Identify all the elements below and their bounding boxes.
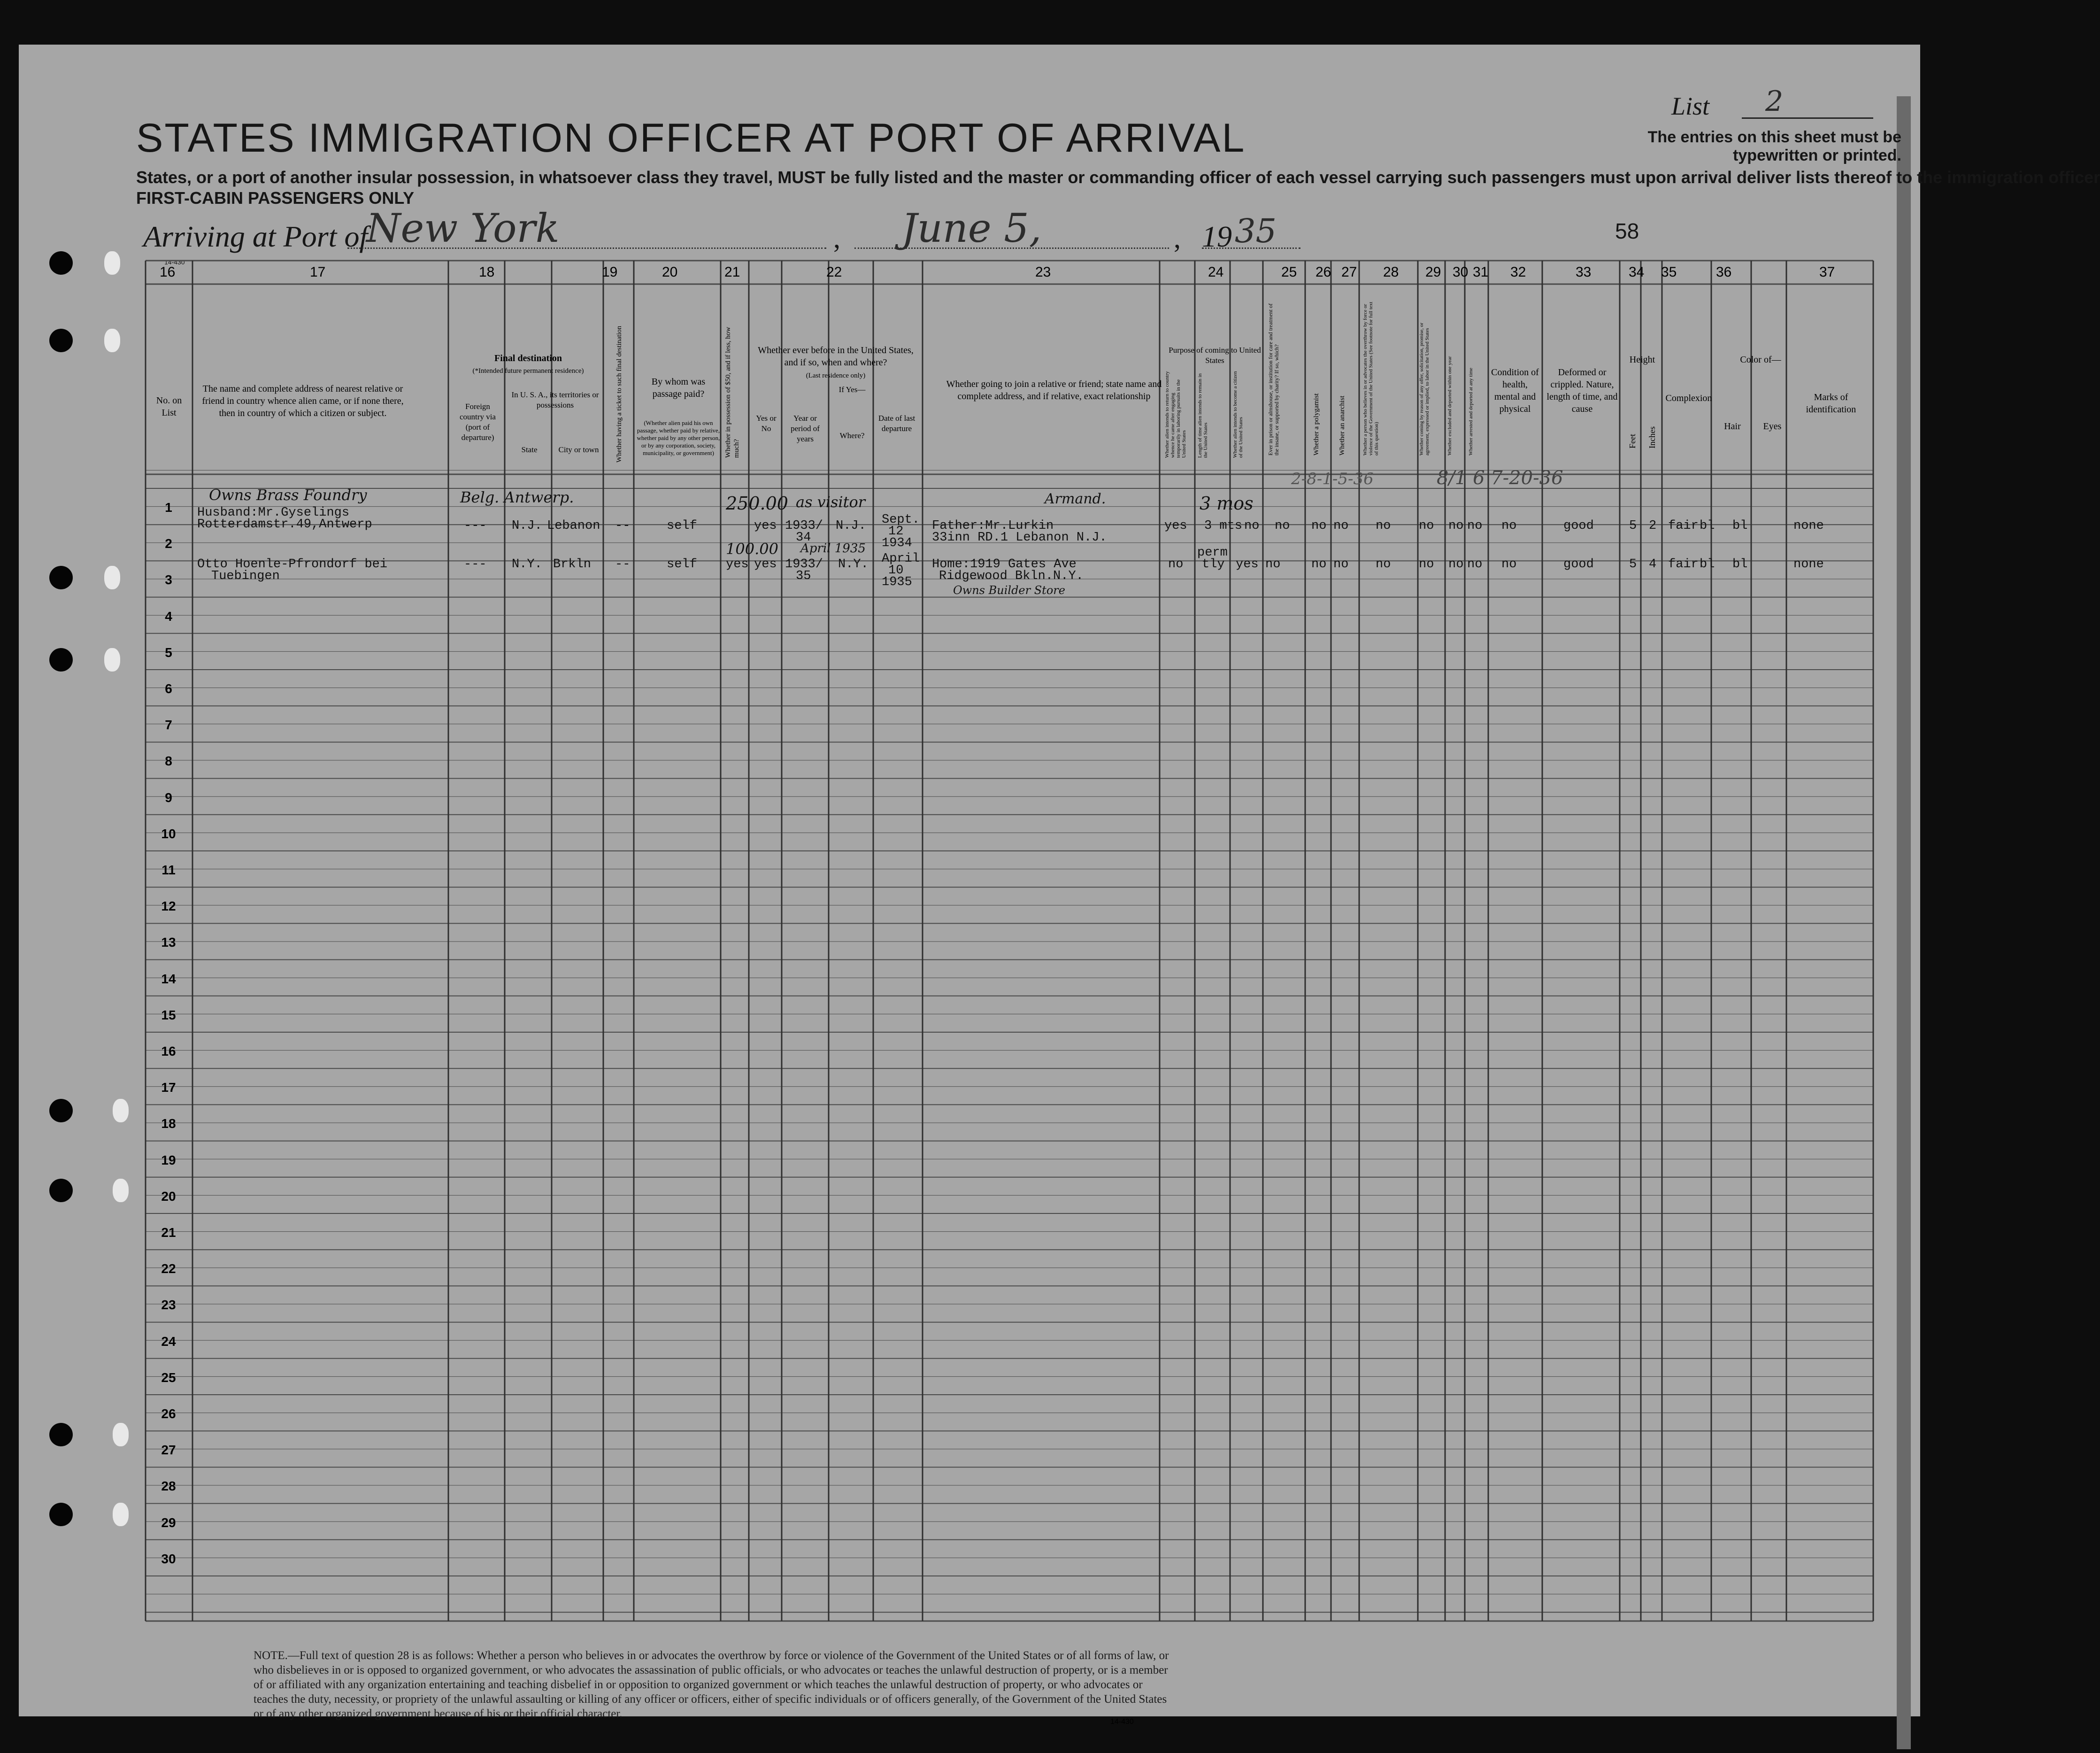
hdr-polygamist: Whether a polygamist [1313, 393, 1320, 456]
row-number: 28 [161, 1479, 176, 1494]
row1-citizen: no [1244, 519, 1260, 533]
row2-before-yesno: yes [754, 557, 777, 571]
manifest-sheet [19, 45, 2100, 1726]
colnum-37: 37 [1819, 264, 1835, 280]
hdr-length-of-stay: Length of time alien intends to remain in the United States [1197, 373, 1208, 458]
row-number: 18 [161, 1116, 176, 1131]
row-number: 19 [161, 1152, 176, 1167]
row1-marks: none [1793, 519, 1824, 533]
comma-separator-2: , [1174, 223, 1181, 254]
comma-separator: , [833, 223, 840, 254]
row1-departure-line3: 1934 [882, 536, 912, 550]
row1-prison: no [1275, 519, 1290, 533]
row1-annotation-handwritten: 2-8-1-5-36 [1291, 470, 1374, 488]
binder-hole [49, 1503, 73, 1526]
binder-hole [49, 1423, 73, 1446]
row-number: 2 [165, 536, 172, 551]
year-handwritten: 35 [1235, 212, 1277, 250]
row1-relative-line1: Husband:Mr.Gyselings [197, 506, 350, 520]
row-number: 16 [161, 1044, 176, 1058]
hdr-ever-before-note: (Last residence only) [806, 372, 866, 379]
hdr-color-of: Color of— [1740, 355, 1781, 365]
row1-paid-by: self [667, 519, 697, 533]
row-number: 27 [161, 1443, 176, 1458]
row-number: 8 [165, 754, 172, 769]
row-number: 4 [165, 609, 172, 624]
grid-lines [146, 261, 1873, 1622]
row-number: 23 [161, 1297, 176, 1313]
colnum-29: 29 [1425, 264, 1441, 280]
row2-labor: no [1419, 557, 1434, 571]
row-number: 13 [161, 935, 176, 950]
hdr-become-citizen: Whether alien intends to become a citizen of the United States [1232, 371, 1244, 458]
sheet-number: 58 [1615, 219, 1639, 243]
typewritten-note: The entries on this sheet must be typewritten or printed. [1647, 128, 1901, 164]
binder-hole-light [113, 1099, 129, 1122]
colnum-36: 36 [1716, 264, 1732, 280]
hdr-labor-offer: Whether coming by reason of any offer, solicitation, promise, or agreement, expressed or implied, to labor in the United States [1419, 323, 1430, 456]
hdr-passage-paid: By whom was passage paid? [651, 377, 706, 399]
hdr-hair: Hair [1724, 421, 1741, 432]
colnum-33: 33 [1576, 264, 1592, 280]
colnum-17: 17 [310, 264, 326, 280]
row2-join-line1: Home:1919 Gates Ave [932, 557, 1077, 571]
row1-foreign-country: --- [464, 519, 487, 533]
row2-paid-by: self [667, 557, 697, 571]
row2-prison: no [1265, 557, 1281, 571]
binder-hole-light [104, 566, 120, 589]
row1-foreign-handwritten: Belg. Antwerp. [460, 488, 574, 506]
row1-length-handwritten: 3 mos [1200, 493, 1254, 514]
hdr-arrested: Whether arrested and deported at any time [1468, 368, 1474, 456]
year-line [1202, 247, 1300, 249]
row2-years-line1: 1933/ [785, 557, 823, 571]
binder-hole [49, 329, 73, 352]
hdr-intends-return: Whether alien intends to return to country whence he came after engaging temporarily in laboring pursuits in the United States [1164, 371, 1187, 458]
row1-departure-line1: Sept. [882, 513, 920, 527]
row1-inches: 2 [1649, 519, 1657, 533]
row2-years-line2: 35 [796, 569, 811, 583]
row2-relative-line2: Tuebingen [211, 569, 280, 583]
hdr-no-on-list: No. on List [156, 395, 182, 418]
footnote-question-28: NOTE.—Full text of question 28 is as follows: Whether a person who believes in or advocates the overthrow by force or violence of the Government of the United States or of all forms of law, or who disbelieves in or is opposed to organized government, or who advocates the assassination of public officials, or who advocates or teaches the unlawful destruction of property, or is a member of or affiliated with any organization entertaining and teaching disbelief in or opposition to organized government or which teaches the unlawful destruction of property, or who advocates or teaches the duty, necessity, or propriety of the unlawful assaulting or killing of any officer or officers, either of specific individuals or of officers generally, of the Government of the United States or of any other organized government because of his or their official character. [254, 1649, 1169, 1720]
row-number: 30 [161, 1551, 176, 1566]
colnum-25: 25 [1281, 264, 1297, 280]
row-number: 22 [161, 1261, 176, 1276]
colnum-27: 27 [1341, 264, 1357, 280]
row2-join-line2: Ridgewood Bkln.N.Y. [939, 569, 1084, 583]
colnum-30: 30 [1453, 264, 1469, 280]
hdr-complexion: Complexion [1665, 393, 1712, 403]
row2-state: N.Y. [512, 557, 542, 571]
hdr-nearest-relative: The name and complete address of nearest relative or friend in country whence alien came, or if none there, then in country of which a citizen or subject. [202, 384, 404, 418]
row-number: 25 [161, 1370, 176, 1385]
row2-excluded: no [1448, 557, 1464, 571]
colnum-28: 28 [1383, 264, 1399, 280]
hdr-yes-or-no: Yes or No [756, 414, 777, 433]
row2-relative-line1: Otto Hoenle-Pfrondorf bei [197, 557, 388, 571]
row2-ticket: -- [615, 557, 631, 571]
row2-deformed: good [1563, 557, 1594, 571]
binder-hole-light [104, 648, 120, 672]
hdr-join-relative: Whether going to join a relative or friend; state name and complete address, and if relative, exact relationship [946, 379, 1162, 402]
row2-return: no [1168, 557, 1184, 571]
row2-citizen: yes [1236, 557, 1259, 571]
row1-feet: 5 [1629, 519, 1637, 533]
hdr-year-period: Year or period of years [791, 414, 820, 443]
row2-join-handwritten: Owns Builder Store [953, 584, 1065, 597]
row-number: 29 [161, 1515, 176, 1530]
row2-feet: 5 [1629, 557, 1637, 571]
colnum-24: 24 [1208, 264, 1224, 280]
row2-inches: 4 [1649, 557, 1657, 571]
hdr-foreign-country: Foreign country via (port of departure) [460, 402, 496, 442]
row-number: 3 [165, 572, 172, 587]
colnum-16: 16 [160, 264, 176, 280]
port-handwritten: New York [366, 205, 560, 251]
binder-hole [49, 1179, 73, 1202]
hdr-deformed: Deformed or crippled. Nature, length of time, and cause [1546, 367, 1618, 414]
row1-health: no [1501, 519, 1517, 533]
row1-where: N.J. [836, 519, 866, 533]
instructions-text: States, or a port of another insular possession, in whatsoever class they travel, MUST be fully listed and the master or commanding officer of each vessel carrying such passengers must upon arrival deliver lists thereof to the immigration officer [136, 168, 2100, 187]
hdr-overthrow: Whether a person who believes in or advocates the overthrow by force or violence of the Government of the United States (See footnote for full text of this question) [1362, 301, 1379, 456]
colnum-21: 21 [724, 264, 740, 280]
hdr-inches: Inches [1647, 426, 1657, 448]
row2-departure-line3: 1935 [882, 575, 912, 589]
row-number: 10 [161, 826, 176, 841]
row1-labor: no [1419, 519, 1434, 533]
colnum-20: 20 [662, 264, 678, 280]
row-number: 7 [165, 718, 172, 733]
row1-join-line2: 33inn RD.1 Lebanon N.J. [932, 531, 1107, 545]
binder-hole [49, 251, 73, 275]
row1-annotation-handwritten-2: 8/1 6 7-20-36 [1437, 467, 1563, 489]
list-label: List [1671, 92, 1710, 120]
binder-hole-light [104, 251, 120, 275]
row2-length-handwritten: tly [1202, 557, 1225, 571]
hdr-if-yes: If Yes— [838, 385, 866, 394]
binder-hole [49, 566, 73, 589]
row1-relative-handwritten: Owns Brass Foundry [209, 486, 367, 504]
manifest-table [146, 261, 1873, 1622]
row1-join-line1: Father:Mr.Lurkin [932, 519, 1054, 533]
form-number: 14-430 [1110, 1718, 1134, 1726]
row-number: 17 [161, 1080, 176, 1095]
hdr-prison: Ever in prison or almshouse, or institution for care and treatment of the insane, or supported by charity? If so, which? [1267, 303, 1280, 456]
row-number: 14 [161, 971, 176, 986]
hdr-ticket: Whether having a ticket to such final destination [615, 325, 623, 463]
hdr-fifty-dollars: Whether in possession of $50, and if less, how much? [724, 326, 740, 458]
row-number: 26 [161, 1406, 176, 1421]
colnum-34: 34 [1629, 264, 1645, 280]
colnum-23: 23 [1035, 264, 1051, 280]
colnum-31: 31 [1473, 264, 1489, 280]
row-number: 11 [162, 863, 176, 877]
binder-hole-light [113, 1179, 129, 1202]
binder-hole [49, 1099, 73, 1122]
list-number: 2 [1765, 85, 1784, 118]
row1-ticket: -- [615, 519, 631, 533]
row1-before-yesno: yes [754, 519, 777, 533]
hdr-where: Where? [839, 431, 865, 440]
row2-where-handwritten: April 1935 [800, 541, 866, 556]
row1-departure-line2: 12 [888, 525, 904, 539]
hdr-passage-paid-note: (Whether alien paid his own passage, whether paid by relative, whether paid by any other person, or by any corporation, society, municipality, or government) [637, 419, 720, 456]
row2-fifty-handwritten: 100.00 [726, 540, 778, 558]
row1-length: 3 mts [1204, 519, 1243, 533]
arriving-label: Arriving at Port of [143, 220, 368, 253]
row2-arrested: no [1467, 557, 1483, 571]
row1-city: Lebanon [547, 519, 600, 533]
hdr-final-destination-note: (*Intended future permanent residence) [472, 367, 584, 375]
page-edge [1897, 96, 1911, 1749]
binder-hole [49, 648, 73, 672]
row1-excluded: no [1448, 519, 1464, 533]
hdr-health: Condition of health, mental and physical [1491, 367, 1539, 414]
row1-fifty-handwritten: 250.00 [726, 493, 788, 514]
row2-eyes: bl [1732, 557, 1748, 571]
row2-foreign-country: --- [464, 557, 487, 571]
row1-hair: bl [1700, 519, 1715, 533]
binder-hole-light [113, 1503, 129, 1526]
row1-state: N.J. [512, 519, 542, 533]
row-number: 1 [165, 500, 172, 515]
hdr-height: Height [1629, 355, 1655, 365]
row2-polygamist: no [1311, 557, 1327, 571]
row2-departure-line2: 10 [888, 564, 904, 578]
row1-join-handwritten: Armand. [1045, 491, 1106, 507]
hdr-ever-before: Whether ever before in the United States, and if so, when and where? [758, 345, 914, 368]
row-number: 21 [161, 1225, 176, 1240]
row1-complexion: fair [1668, 519, 1699, 533]
hdr-city: City or town [558, 445, 599, 454]
hdr-in-usa: In U. S. A., its territories or possessions [511, 390, 599, 409]
row1-overthrow: no [1376, 519, 1391, 533]
row2-length: perm [1197, 546, 1228, 560]
row-number: 12 [161, 899, 176, 914]
row2-marks: none [1793, 557, 1824, 571]
colnum-35: 35 [1661, 264, 1677, 280]
row2-complexion: fair [1668, 557, 1699, 571]
row-number: 6 [165, 681, 172, 696]
hdr-feet: Feet [1628, 434, 1637, 448]
row2-health: no [1501, 557, 1517, 571]
hdr-date-last-departure: Date of last departure [878, 414, 915, 433]
hdr-excluded: Whether excluded and deported within one year [1447, 356, 1453, 456]
hdr-anarchist: Whether an anarchist [1338, 395, 1346, 456]
row2-where: N.Y. [838, 557, 869, 571]
row-number: 20 [161, 1189, 176, 1204]
row1-years-line1: 1933/ [785, 519, 823, 533]
binder-hole-light [104, 329, 120, 352]
row2-anarchist: no [1333, 557, 1349, 571]
form-corner: 14-430 [164, 258, 185, 266]
row1-polygamist: no [1311, 519, 1327, 533]
page-title: STATES IMMIGRATION OFFICER AT PORT OF ARRIVAL [136, 116, 1246, 161]
row1-deformed: good [1563, 519, 1594, 533]
row1-where-handwritten: as visitor [796, 493, 866, 511]
row1-arrested: no [1467, 519, 1483, 533]
hdr-state: State [521, 445, 538, 454]
row-number: 24 [161, 1334, 176, 1349]
date-handwritten: June 5, [901, 205, 1042, 251]
row1-eyes: bl [1732, 519, 1748, 533]
hdr-marks: Marks of identification [1806, 392, 1856, 415]
colnum-22: 22 [826, 264, 842, 280]
hdr-eyes: Eyes [1763, 421, 1782, 432]
row1-years-line2: 34 [796, 531, 811, 545]
row-number: 5 [165, 645, 172, 660]
row2-city: Brkln [553, 557, 592, 571]
row-number: 9 [165, 790, 172, 805]
colnum-19: 19 [602, 264, 618, 280]
year-prefix: 19 [1202, 220, 1232, 253]
row1-anarchist: no [1333, 519, 1349, 533]
row2-fifty: yes [726, 557, 749, 571]
hdr-final-destination: Final destination [494, 353, 562, 363]
colnum-26: 26 [1315, 264, 1331, 280]
row-number: 15 [161, 1007, 176, 1022]
binder-hole-light [113, 1423, 129, 1446]
row1-return: yes [1164, 519, 1187, 533]
row2-overthrow: no [1376, 557, 1391, 571]
row2-departure-line1: April [882, 552, 920, 566]
colnum-18: 18 [479, 264, 495, 280]
row2-hair: bl [1700, 557, 1715, 571]
row1-relative-line2: Rotterdamstr.49,Antwerp [197, 517, 372, 532]
hdr-purpose: Purpose of coming to United States [1169, 346, 1261, 365]
list-underline [1742, 117, 1873, 119]
first-cabin-subtitle: FIRST-CABIN PASSENGERS ONLY [136, 188, 415, 208]
colnum-32: 32 [1510, 264, 1526, 280]
